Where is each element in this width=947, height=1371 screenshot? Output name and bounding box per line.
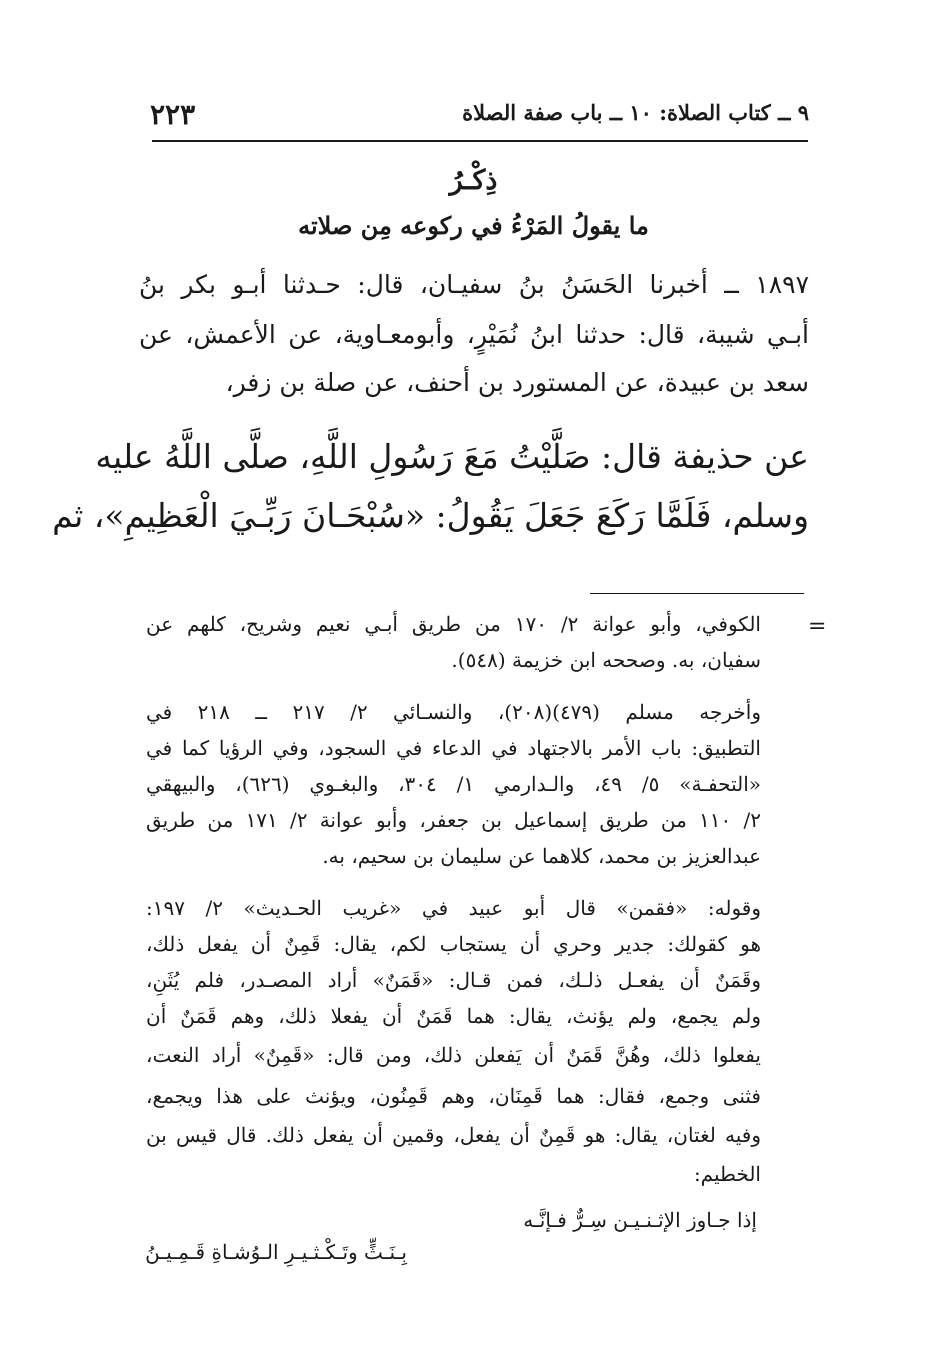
footnote-line: الكوفي، وأبو عوانة ٢/ ١٧٠ من طريق أبـي نعيم وشريح، كلهم عن <box>146 612 761 636</box>
footnote-line: ٢/ ١١٠ من طريق إسماعيل بن جعفر، وأبو عوانة ٢/ ١٧١ من طريق <box>146 808 761 832</box>
matn-line: عن حذيفة قال: صَلَّيْتُ مَعَ رَسُولِ اللَّهِ، صلَّى اللَّهُ عليه <box>95 437 809 476</box>
header-rule <box>152 140 808 142</box>
footnote-line: التطبيق: باب الأمر بالاجتهاد في الدعاء في السجود، وفي الرؤيا كما في <box>146 736 761 760</box>
footnote-line: ولم يجمع، ولم يؤنث، يقال: هما قَمَنٌ أن يفعلا ذلك، وهم قَمَنٌ أن <box>146 1004 761 1028</box>
running-header: ٩ ــ كتاب الصلاة: ١٠ ــ باب صفة الصلاة <box>462 100 809 125</box>
isnad-line: أبـي شيبة، قال: حدثنا ابنُ نُمَيْرٍ، وأبومعـاوية، عن الأعمش، عن <box>139 320 809 349</box>
verse-first-hemistich: إذا جـاوز الإثـنـيـن سِـرٌّ فـإنَّـه <box>523 1208 757 1232</box>
footnote-line: وأخرجه مسلم (٤٧٩)(٢٠٨)، والنسـائي ٢/ ٢١٧ ــ ٢١٨ في <box>146 700 761 724</box>
isnad-line: سعد بن عبيدة، عن المستورد بن أحنف، عن صلة بن زفر، <box>225 368 809 397</box>
footnote-line: يفعلوا ذلك، وهُنَّ قَمَنٌ أن يَفعلن ذلك، ومن قال: «قَمِنٌ» أراد النعت، <box>146 1043 761 1067</box>
footnote-line: وفيه لغتان، يقال: هو قَمِنٌ أن يفعل، وقمين أن يفعل ذلك. قال قيس بن <box>146 1123 761 1147</box>
footnote-line: سفيان، به. وصححه ابن خزيمة (٥٤٨). <box>451 648 761 672</box>
matn-line: وسلم، فَلَمَّا رَكَعَ جَعَلَ يَقُولُ: «سُبْحَـانَ رَبِّـيَ الْعَظِيمِ»، ثم <box>52 496 809 535</box>
isnad-line: ١٨٩٧ ــ أخبرنا الحَسَنُ بنُ سفيـان، قال: حـدثنا أبـو بكر بنُ <box>139 270 809 299</box>
footnote-line: عبدالعزيز بن محمد، كلاهما عن سليمان بن سحيم، به. <box>322 844 761 868</box>
footnote-line: «التحفـة» ٥/ ٤٩، والـدارمي ١/ ٣٠٤، والبغـوي (٦٢٦)، والبيهقي <box>146 772 761 796</box>
footnote-rule <box>590 593 804 594</box>
footnote-continuation-mark: = <box>808 614 827 639</box>
chapter-title: ما يقولُ المَرْءُ في ركوعه مِن صلاته <box>298 211 649 240</box>
footnote-line: الخطيم: <box>693 1162 761 1186</box>
footnote-line: وقوله: «فقمن» قال أبو عبيد في «غريب الحـديث» ٢/ ١٩٧: <box>146 896 761 920</box>
section-label: ذِكْـرُ <box>449 165 498 196</box>
footnote-line: فثنى وجمع، فقال: هما قَمِنَان، وهم قَمِنُون، ويؤنث على هذا ويجمع، <box>146 1084 761 1108</box>
footnote-line: وقَمَنٌ أن يفعـل ذلـك، فمن قـال: «قَمَنٌ» أراد المصـدر، فلم يُثَنِ، <box>146 968 761 992</box>
footnote-line: هو كقولك: جدير وحري أن يستجاب لكم، يقال: قَمِنٌ أن يفعل ذلك، <box>146 932 761 956</box>
verse-second-hemistich: بِـنَـثٍّ وتَـكْـثـيـرِ الـوُشـاةِ قَـمِـيـنُ <box>145 1240 407 1264</box>
page-number: ٢٢٣ <box>150 98 196 131</box>
